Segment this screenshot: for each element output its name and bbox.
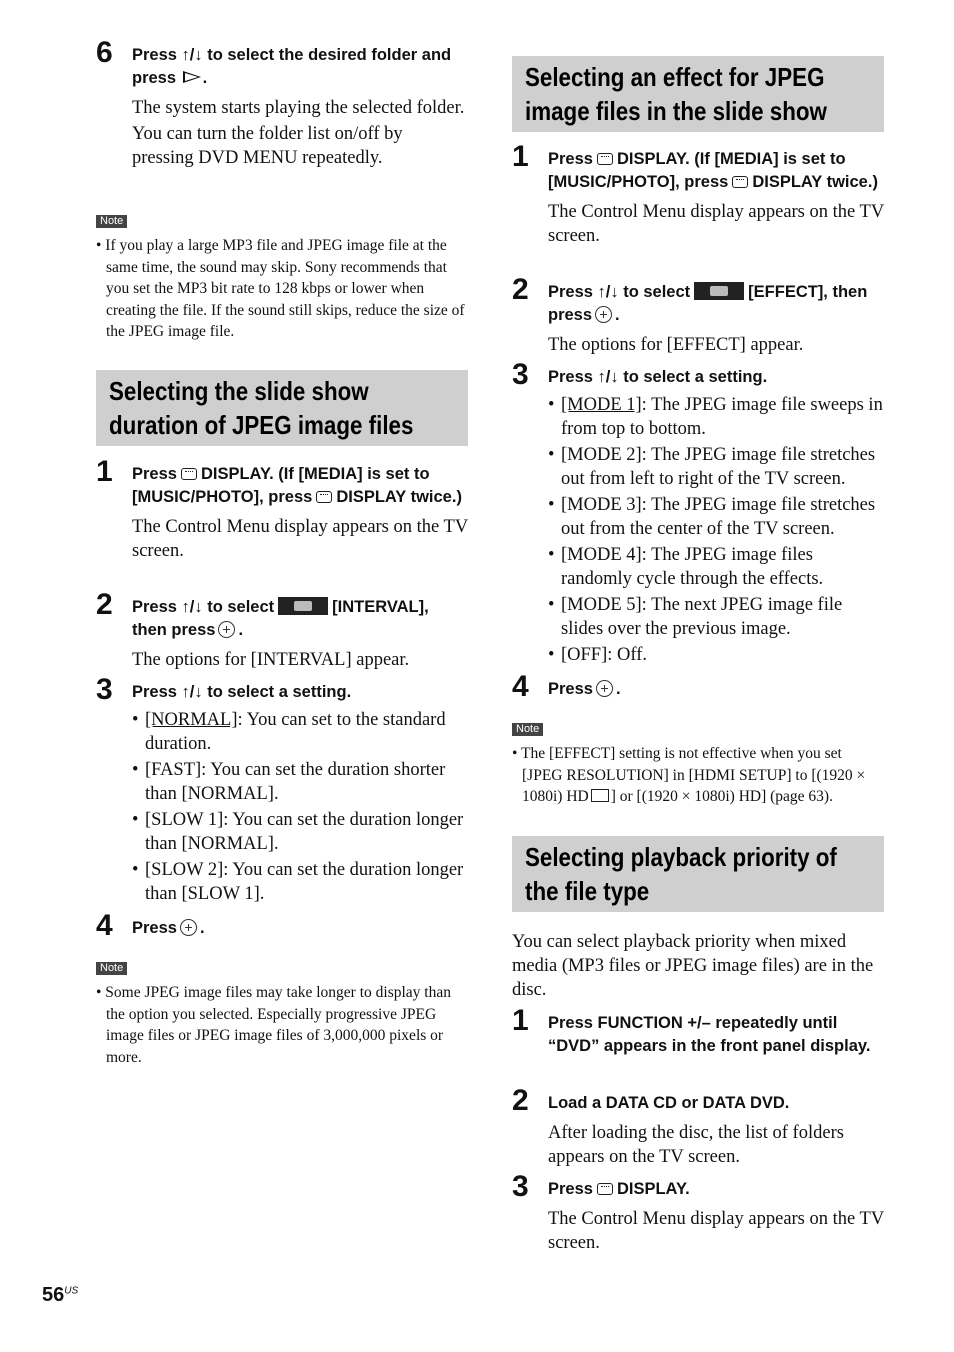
note-jpeg-display [96, 958, 468, 1068]
list-item: • [OFF]: Off. [548, 643, 884, 667]
step-body: The Control Menu display appears on the TV screen. [132, 517, 468, 561]
step-body: The Control Menu display appears on the TV screen. [548, 1209, 884, 1253]
step-number: 6 [96, 36, 113, 69]
step-number: 2 [512, 1084, 529, 1117]
hd-frame-icon [591, 789, 609, 802]
step-number: 4 [96, 909, 113, 942]
priority-step-1 [512, 1004, 884, 1058]
step-number: 2 [512, 273, 529, 306]
step-heading: Press ↑/↓ to select [EFFECT], then press . [548, 283, 868, 324]
step-body: The system starts playing the selected folder. You can turn the folder list on/off by pressing DVD MENU repeatedly. [132, 98, 465, 168]
step-number: 3 [512, 1170, 529, 1203]
section-title-line-1: Selecting the slide show [109, 376, 369, 406]
note-badge: Note [96, 215, 127, 228]
interval-step-4 [96, 909, 468, 942]
step-heading: Press ↑/↓ to select [INTERVAL], then press . [132, 598, 429, 639]
step-number: 1 [512, 1004, 529, 1037]
step-heading: Press DISPLAY. (If [MEDIA] is set to [MUSIC/PHOTO], press DISPLAY twice.) [132, 465, 462, 506]
step-number: 3 [96, 673, 113, 706]
display-button-icon [181, 468, 197, 480]
step-heading: Press ↑/↓ to select a setting. [548, 368, 768, 386]
note-text: • If you play a large MP3 file and JPEG image file at the same time, the sound may skip. Sony recommends that you set the MP3 bit rate to 128 kbps or lower when creating the file. If the sound still skips, reduce the size of the JPEG image file. [96, 237, 465, 340]
section-title-line-2: the file type [525, 876, 650, 906]
step-heading: Press DISPLAY. [548, 1180, 690, 1198]
list-item: • [NORMAL]: You can set to the standard duration. [132, 708, 468, 756]
interval-step-1 [96, 455, 468, 565]
step-body: After loading the disc, the list of folders appears on the TV screen. [548, 1123, 844, 1167]
play-icon [183, 71, 201, 83]
section-slide-show-duration [96, 370, 468, 446]
effect-step-2 [512, 273, 884, 359]
enter-button-icon [595, 306, 612, 323]
effect-options [548, 393, 884, 667]
interval-step-2 [96, 588, 468, 674]
display-button-icon [597, 1183, 613, 1195]
interval-step-3 [96, 673, 468, 908]
note-text: • The [EFFECT] setting is not effective when you set [JPEG RESOLUTION] in [HDMI SETUP] to [(1920 × 1080i) HD ] or [(1920 × 1080i) HD] (page 63). [512, 745, 866, 805]
list-item: • [SLOW 2]: You can set the duration longer than [SLOW 1]. [132, 858, 468, 906]
list-item: • [FAST]: You can set the duration shorter than [NORMAL]. [132, 758, 468, 806]
effect-step-4 [512, 670, 884, 703]
slideshow-menu-icon [278, 597, 328, 615]
list-item: • [SLOW 1]: You can set the duration longer than [NORMAL]. [132, 808, 468, 856]
enter-button-icon [596, 680, 613, 697]
section-title-line-1: Selecting playback priority of [525, 842, 837, 872]
note-effect [512, 719, 884, 808]
step-number: 1 [96, 455, 113, 488]
list-item: • [MODE 3]: The JPEG image file stretches out from the center of the TV screen. [548, 493, 884, 541]
step-heading: Press DISPLAY. (If [MEDIA] is set to [MUSIC/PHOTO], press DISPLAY twice.) [548, 150, 878, 191]
step-6 [96, 36, 468, 172]
note-badge: Note [512, 723, 543, 736]
step-number: 4 [512, 670, 529, 703]
section-playback-priority [512, 836, 884, 912]
section-jpeg-effect [512, 56, 884, 132]
step-heading: Load a DATA CD or DATA DVD. [548, 1094, 790, 1112]
step-number: 3 [512, 358, 529, 391]
priority-step-3 [512, 1170, 884, 1257]
section-title-line-2: duration of JPEG image files [109, 410, 414, 440]
page-number: $56^{US}$ [42, 1284, 79, 1306]
step-heading: Press FUNCTION +/– repeatedly until “DVD” appears in the front panel display. [548, 1014, 871, 1055]
note-mp3 [96, 211, 468, 343]
step-heading: Press . [132, 919, 205, 937]
display-button-icon [316, 491, 332, 503]
step-body: The options for [INTERVAL] appear. [132, 650, 410, 670]
display-button-icon [732, 176, 748, 188]
step-heading: Press ↑/↓ to select the desired folder and press . [132, 46, 452, 87]
step-body: The options for [EFFECT] appear. [548, 335, 804, 355]
effect-step-1 [512, 140, 884, 250]
section-title-line-2: image files in the slide show [525, 96, 827, 126]
priority-step-2 [512, 1084, 884, 1171]
step-body: The Control Menu display appears on the TV screen. [548, 202, 884, 246]
step-number: 1 [512, 140, 529, 173]
list-item: • [MODE 2]: The JPEG image file stretches out from left to right of the TV screen. [548, 443, 884, 491]
effect-menu-icon [694, 282, 744, 300]
enter-button-icon [180, 919, 197, 936]
enter-button-icon [218, 621, 235, 638]
effect-step-3 [512, 358, 884, 669]
section-title-line-1: Selecting an effect for JPEG [525, 62, 825, 92]
list-item: • [MODE 1]: The JPEG image file sweeps in from top to bottom. [548, 393, 884, 441]
list-item: • [MODE 5]: The next JPEG image file slides over the previous image. [548, 593, 884, 641]
step-heading: Press ↑/↓ to select a setting. [132, 683, 352, 701]
display-button-icon [597, 153, 613, 165]
note-badge: Note [96, 962, 127, 975]
intro-paragraph: You can select playback priority when mixed media (MP3 files or JPEG image files) are in the disc. [512, 932, 874, 1000]
list-item: • [MODE 4]: The JPEG image files randomly cycle through the effects. [548, 543, 884, 591]
step-number: 2 [96, 588, 113, 621]
step-heading: Press . [548, 680, 621, 698]
note-text: • Some JPEG image files may take longer to display than the option you selected. Especially progressive JPEG image files or JPEG image files of 3,000,000 pixels or more. [96, 984, 451, 1066]
interval-options [132, 708, 468, 906]
